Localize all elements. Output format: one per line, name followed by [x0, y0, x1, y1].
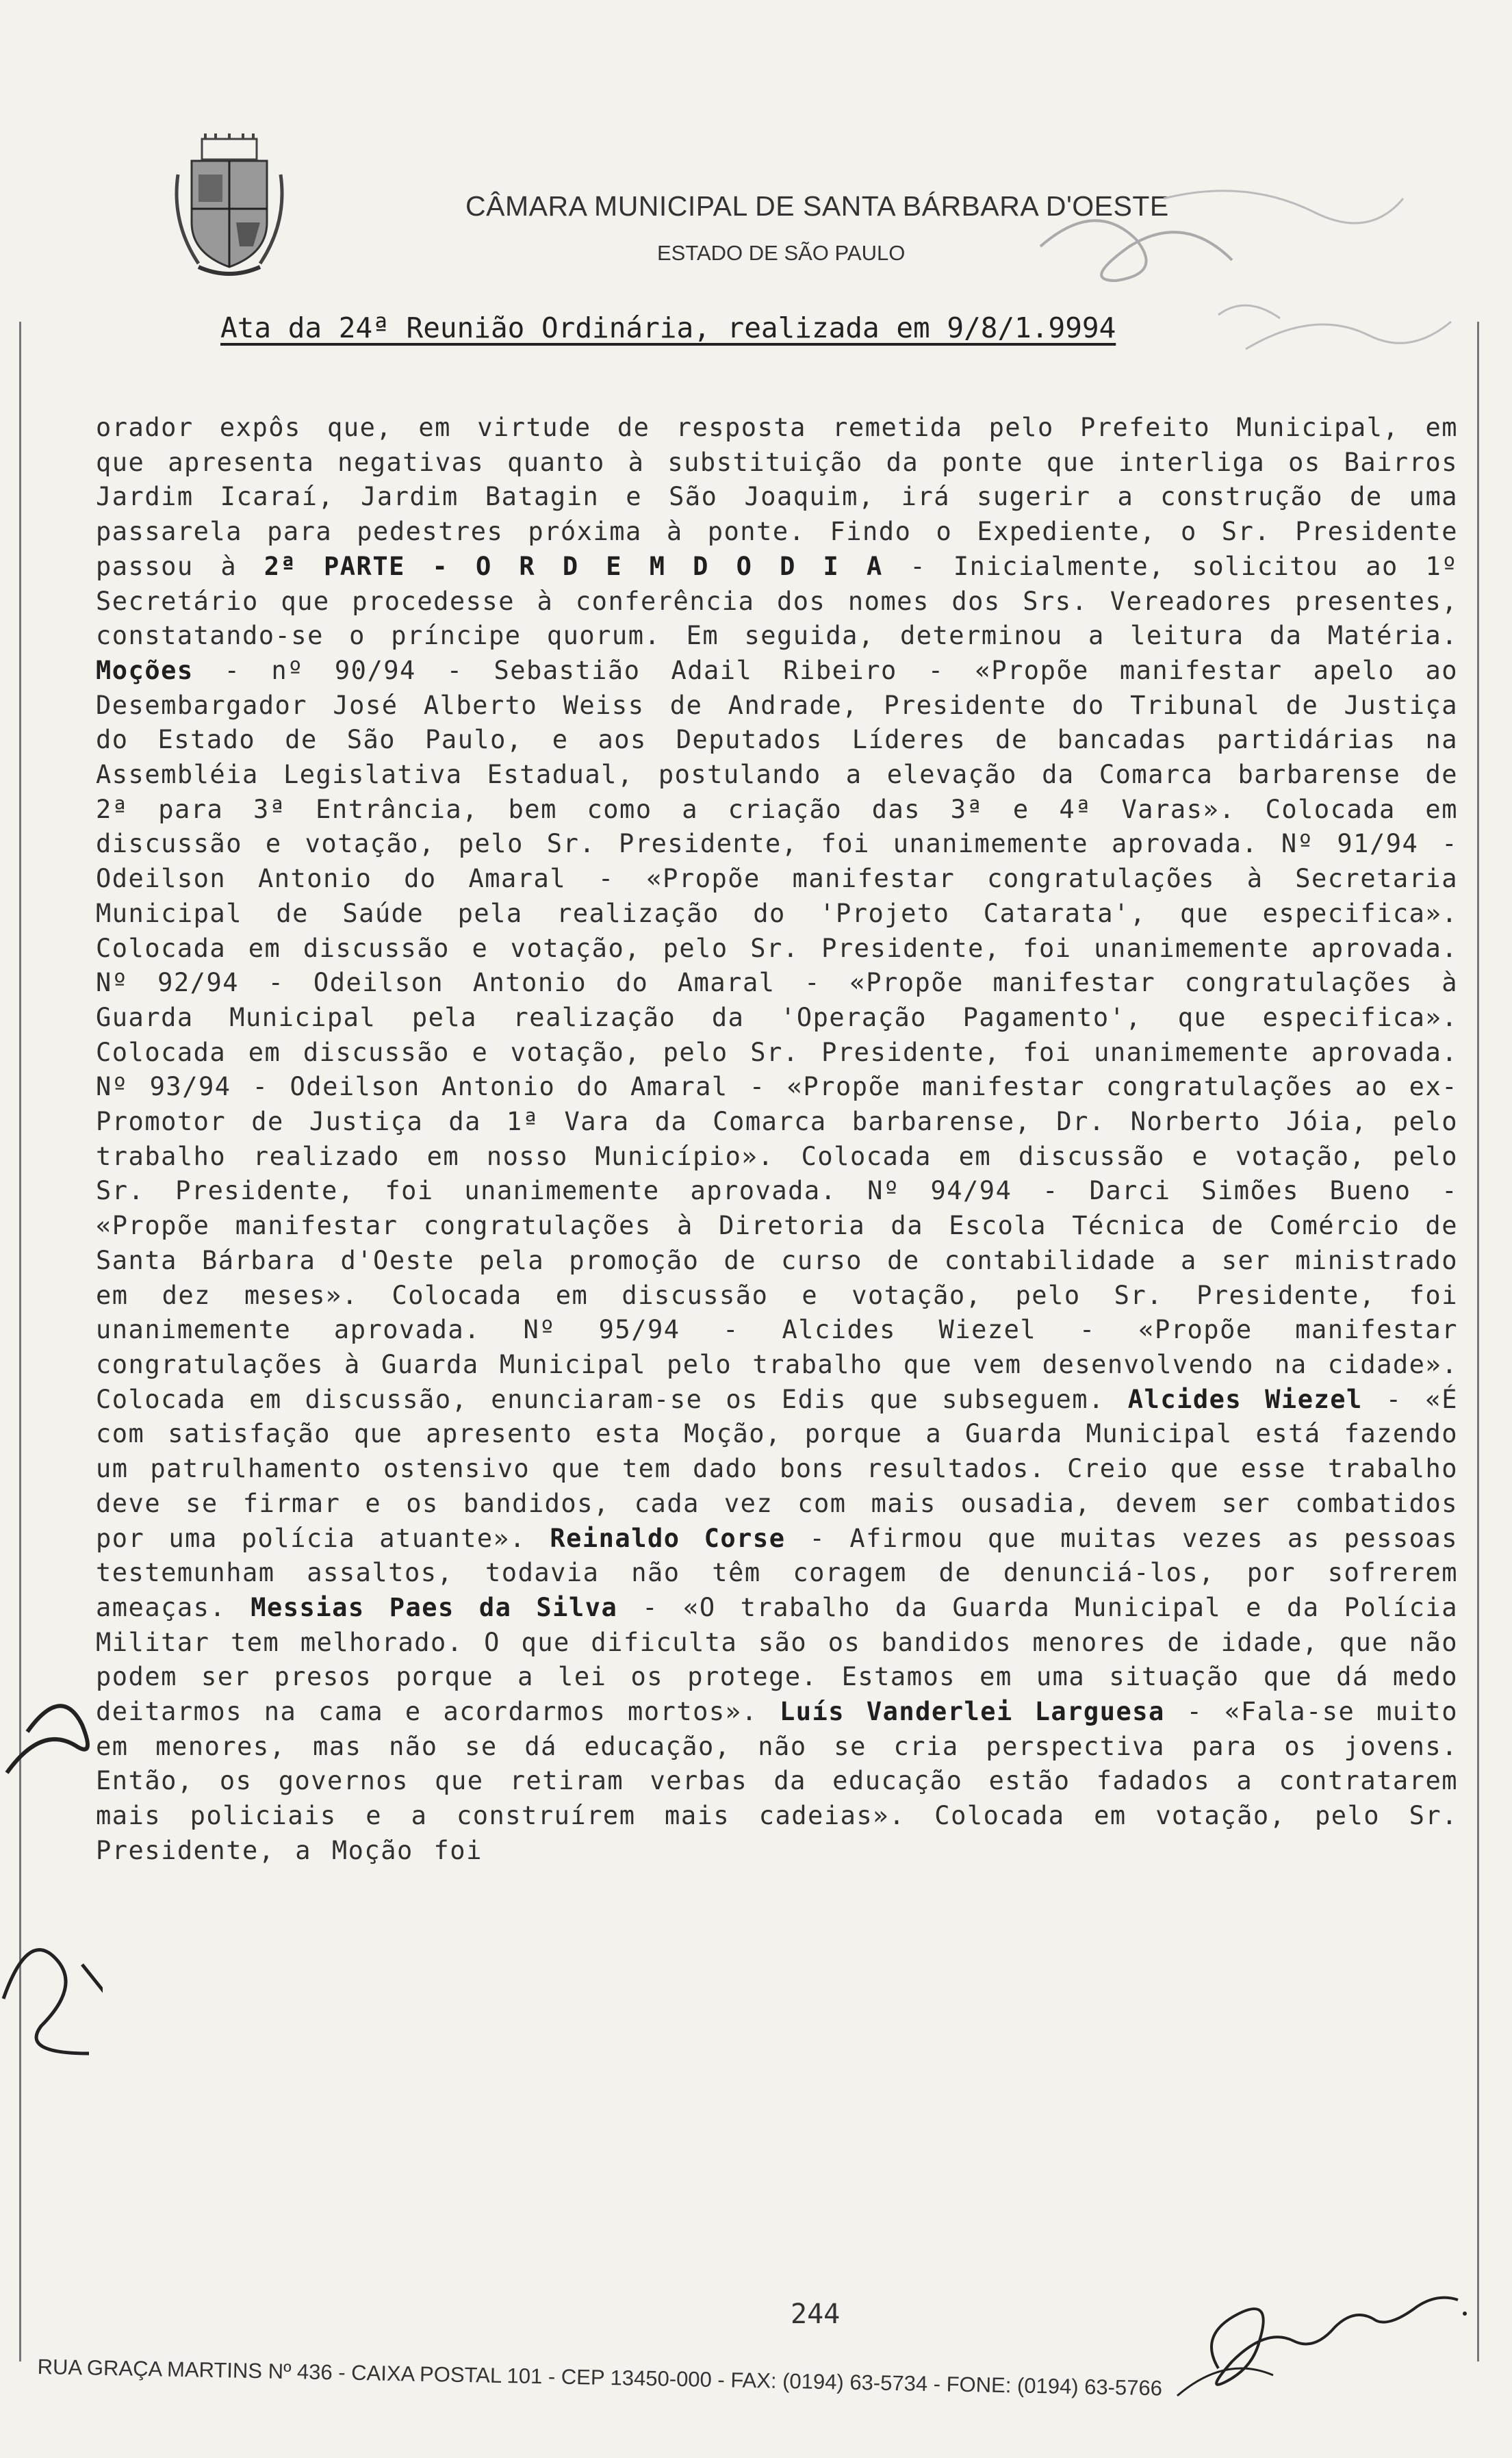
- state-subtitle: ESTADO DE SÃO PAULO: [657, 241, 906, 265]
- right-margin-line: [1477, 322, 1479, 2361]
- body-p2: - Inicialmente, solicitou ao 1º Secretário que procedesse à conferência dos nomes dos Srs. Vereadores presentes, constatando-se o príncipe quorum. Em seguida, determinou a leitura da Matéria.: [96, 551, 1459, 651]
- body-p4: - «É com satisfação que apresento esta Moção, porque a Guarda Municipal está fazendo um patrulhamento ostensivo que tem dado bons resultados. Creio que esse trabalho deve se firmar e os bandidos, cada vez com mais ousadia, devem ser combatidos por uma polícia atuante».: [96, 1384, 1458, 1553]
- coat-of-arms-icon: [171, 133, 287, 277]
- left-margin-line: [19, 322, 21, 2361]
- body-p7: - «Fala-se muito em menores, mas não se dá educação, não se cria perspectiva para os jovens. Então, os governos que retiram verbas da educação estão fadados a contratarem mais policiais e a construírem mais cadeias». Colocada em votação, pelo Sr. Presidente, a Moção foi: [96, 1697, 1458, 1865]
- body-p6: - «O trabalho da Guarda Municipal e da Polícia Militar tem melhorado. O que dificulta são os bandidos menores de idade, que não podem ser presos porque a lei os protege. Estamos em uma situação que dá medo deitarmos na cama e acordarmos mortos».: [96, 1592, 1458, 1727]
- footer-address: RUA GRAÇA MARTINS Nº 436 - CAIXA POSTAL 101 - CEP 13450-000 - FAX: (0194) 63-5734 - FONE: (0194) 63-5766: [37, 2355, 1163, 2401]
- speaker-name: Alcides Wiezel: [1127, 1384, 1363, 1414]
- page-number: 244: [791, 2299, 841, 2330]
- signature-left-margin: [0, 1643, 103, 2122]
- order-of-day-heading: 2ª PARTE - O R D E M D O D I A: [264, 551, 883, 581]
- speaker-name: Reinaldo Corse: [550, 1523, 786, 1553]
- body-p3: - nº 90/94 - Sebastião Adail Ribeiro - «Propõe manifestar apelo ao Desembargador José Alberto Weiss de Andrade, Presidente do Tribunal de Justiça do Estado de São Paulo, e aos Deputados Líderes de bancadas partidárias na Assembléia Legislativa Estadual, postulando a elevação da Comarca barbarense de 2ª para 3ª Entrância, bem como a criação das 3ª e 4ª Varas». Colocada em discussão e votação, pelo Sr. Presidente, foi unanimemente aprovada. Nº 91/94 - Odeilson Antonio do Amaral - «Propõe manifestar congratulações à Secretaria Municipal de Saúde pela realização do 'Projeto Catarata', que especifica». Colocada em discussão e votação, pelo Sr. Presidente, foi unanimemente aprovada. Nº 92/94 - Odeilson Antonio do Amaral - «Propõe manifestar congratulações à Guarda Municipal pela realização da 'Operação Pagamento', que especifica». Colocada em discussão e votação, pelo Sr. Presidente, foi unanimemente aprovada. Nº 93/94 - Odeilson Antonio do Amaral - «Propõe manifestar congratulações ao ex-Promotor de Justiça da 1ª Vara da Comarca barbarense, Dr. Norberto Jóia, pelo trabalho realizado em nosso Município». Colocada em discussão e votação, pelo Sr. Presidente, foi unanimemente aprovada. Nº 94/94 - Darci Simões Bueno - «Propõe manifestar congratulações à Diretoria da Escola Técnica de Comércio de Santa Bárbara d'Oeste pela promoção de curso de contabilidade a ser ministrado em dez meses». Colocada em discussão e votação, pelo Sr. Presidente, foi unanimemente aprovada. Nº 95/94 - Alcides Wiezel - «Propõe manifestar congratulações à Guarda Municipal pelo trabalho que vem desenvolvendo na cidade». Colocada em discussão, enunciaram-se os Edis que subseguem.: [96, 655, 1458, 1414]
- minutes-body: [96, 411, 1458, 1869]
- minutes-heading: Ata da 24ª Reunião Ordinária, realizada em 9/8/1.9994: [220, 311, 1116, 344]
- speaker-name: Luís Vanderlei Larguesa: [779, 1697, 1165, 1727]
- motions-label: Moções: [96, 655, 194, 685]
- body-p1: orador expôs que, em virtude de resposta remetida pelo Prefeito Municipal, em que apresenta negativas quanto à substituição da ponte que interliga os Bairros Jardim Icaraí, Jardim Batagin e São Joaquim, irá sugerir a construção de uma passarela para pedestres próxima à ponte. Findo o Expediente, o Sr. Presidente passou à: [96, 413, 1458, 581]
- body-p5: - Afirmou que muitas vezes as pessoas testemunham assaltos, todavia não têm coragem de denunciá-los, por sofrerem ameaças.: [96, 1523, 1458, 1622]
- chamber-title: CÂMARA MUNICIPAL DE SANTA BÁRBARA D'OESTE: [465, 190, 1169, 222]
- speaker-name: Messias Paes da Silva: [251, 1592, 618, 1622]
